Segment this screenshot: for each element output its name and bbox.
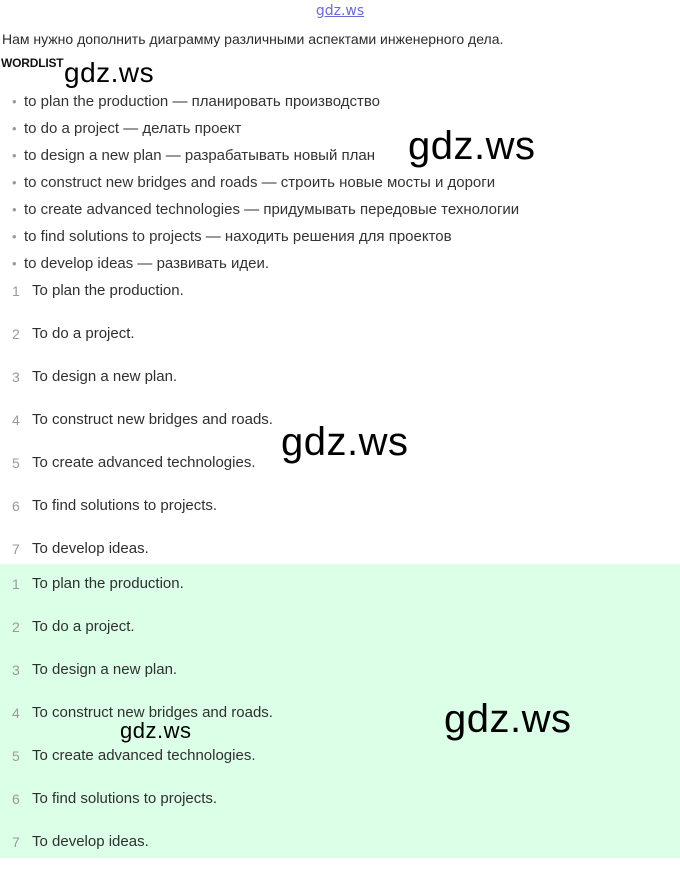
bullet-icon: • [12,148,17,163]
watermark: gdz.ws [444,697,572,741]
watermark: gdz.ws [281,420,409,464]
bullet-icon: • [12,256,17,271]
wordlist-item: • to construct new bridges and roads — строить новые мосты и дороги [12,172,519,199]
watermark: gdz.ws [64,57,155,88]
list-item: 4 To construct new bridges and roads. [12,411,273,428]
answer-item: 4 To construct new bridges and roads. [12,704,273,721]
answer-item: 6 To find solutions to projects. [12,790,218,807]
wordlist-item: • to plan the production — планировать производство [12,91,519,118]
answer-item: 2 To do a project. [12,618,135,635]
task-intro: Нам нужно дополнить диаграмму различными аспектами инженерного дела. [2,31,504,47]
bullet-icon: • [12,94,17,109]
wordlist [12,91,519,280]
list-item: 3 To design a new plan. [12,368,178,385]
watermark: gdz.ws [120,718,192,743]
wordlist-heading: WORDLIST [1,56,64,70]
wordlist-item: • to do a project — делать проект [12,118,519,145]
answer-item: 5 To create advanced technologies. [12,747,256,764]
watermark: gdz.ws [408,124,536,168]
bullet-icon: • [12,121,17,136]
site-link[interactable]: gdz.ws [315,3,365,19]
bullet-icon: • [12,175,17,190]
answer-item: 3 To design a new plan. [12,661,178,678]
answer-item: 7 To develop ideas. [12,833,149,850]
wordlist-item: • to develop ideas — развивать идеи. [12,253,519,280]
list-item: 5 To create advanced technologies. [12,454,256,471]
list-item: 6 To find solutions to projects. [12,497,218,514]
wordlist-item: • to design a new plan — разрабатывать новый план [12,145,519,172]
list-item: 1 To plan the production. [12,282,184,299]
numbered-list [0,280,680,581]
bullet-icon: • [12,229,17,244]
bullet-icon: • [12,202,17,217]
list-item: 2 To do a project. [12,325,135,342]
answer-list [0,573,680,874]
answer-item: 1 To plan the production. [12,575,184,592]
wordlist-item: • to find solutions to projects — находить решения для проектов [12,226,519,253]
list-item: 7 To develop ideas. [12,540,149,557]
wordlist-item: • to create advanced technologies — придумывать передовые технологии [12,199,519,226]
